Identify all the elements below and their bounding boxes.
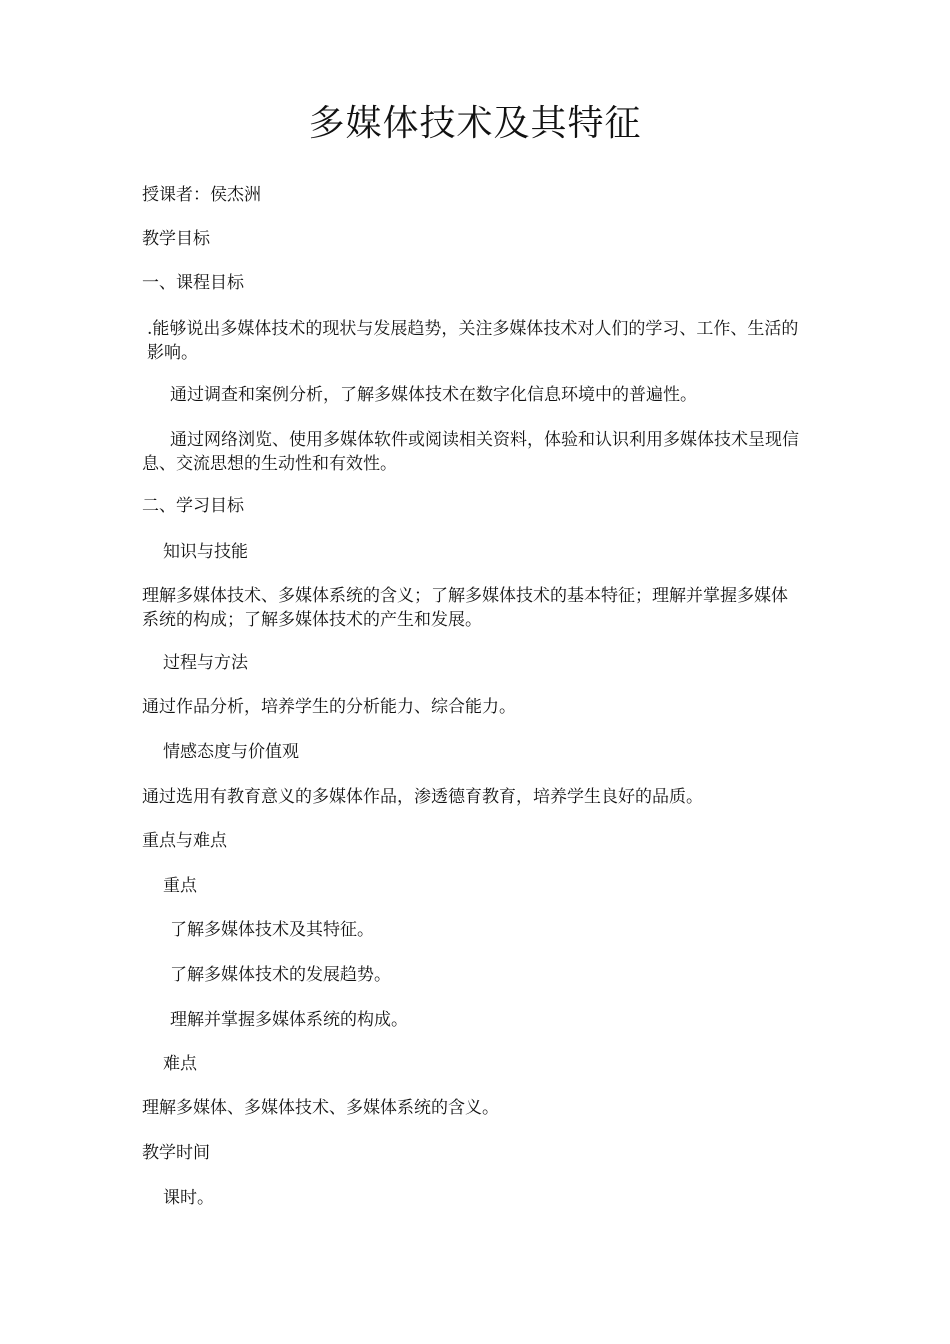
paragraph: 理解多媒体技术、多媒体系统的含义；了解多媒体技术的基本特征；理解并掌握多媒体系统的构成；了解多媒体技术的产生和发展。: [142, 586, 788, 630]
list-item: 了解多媒体技术及其特征。: [170, 920, 374, 940]
subsection-heading: 情感态度与价值观: [163, 742, 299, 762]
paragraph: .能够说出多媒体技术的现状与发展趋势，关注多媒体技术对人们的学习、工作、生活的影响。: [147, 319, 799, 363]
list-item: 理解并掌握多媒体系统的构成。: [170, 1010, 408, 1030]
subsection-heading: 难点: [163, 1054, 197, 1074]
section-heading: 重点与难点: [142, 831, 227, 851]
paragraph: 理解多媒体、多媒体技术、多媒体系统的含义。: [142, 1098, 499, 1118]
instructor-line: 授课者：侯杰洲: [142, 185, 261, 205]
subsection-heading: 过程与方法: [163, 653, 248, 673]
paragraph: 通过作品分析，培养学生的分析能力、综合能力。: [142, 697, 516, 717]
subsection-heading: 知识与技能: [163, 542, 248, 562]
paragraph: 通过网络浏览、使用多媒体软件或阅读相关资料，体验和认识利用多媒体技术呈现信息、交流思想的生动性和有效性。: [142, 430, 799, 474]
section-heading: 教学目标: [142, 229, 210, 249]
document-title: 多媒体技术及其特征: [308, 103, 642, 144]
section-heading: 二、学习目标: [142, 496, 244, 516]
section-heading: 一、课程目标: [142, 273, 244, 293]
section-heading: 教学时间: [142, 1143, 210, 1163]
list-item: 了解多媒体技术的发展趋势。: [170, 965, 391, 985]
paragraph: 课时。: [163, 1188, 214, 1208]
paragraph: 通过调查和案例分析，了解多媒体技术在数字化信息环境中的普遍性。: [170, 385, 697, 405]
paragraph: 通过选用有教育意义的多媒体作品，渗透德育教育，培养学生良好的品质。: [142, 787, 703, 807]
subsection-heading: 重点: [163, 876, 197, 896]
